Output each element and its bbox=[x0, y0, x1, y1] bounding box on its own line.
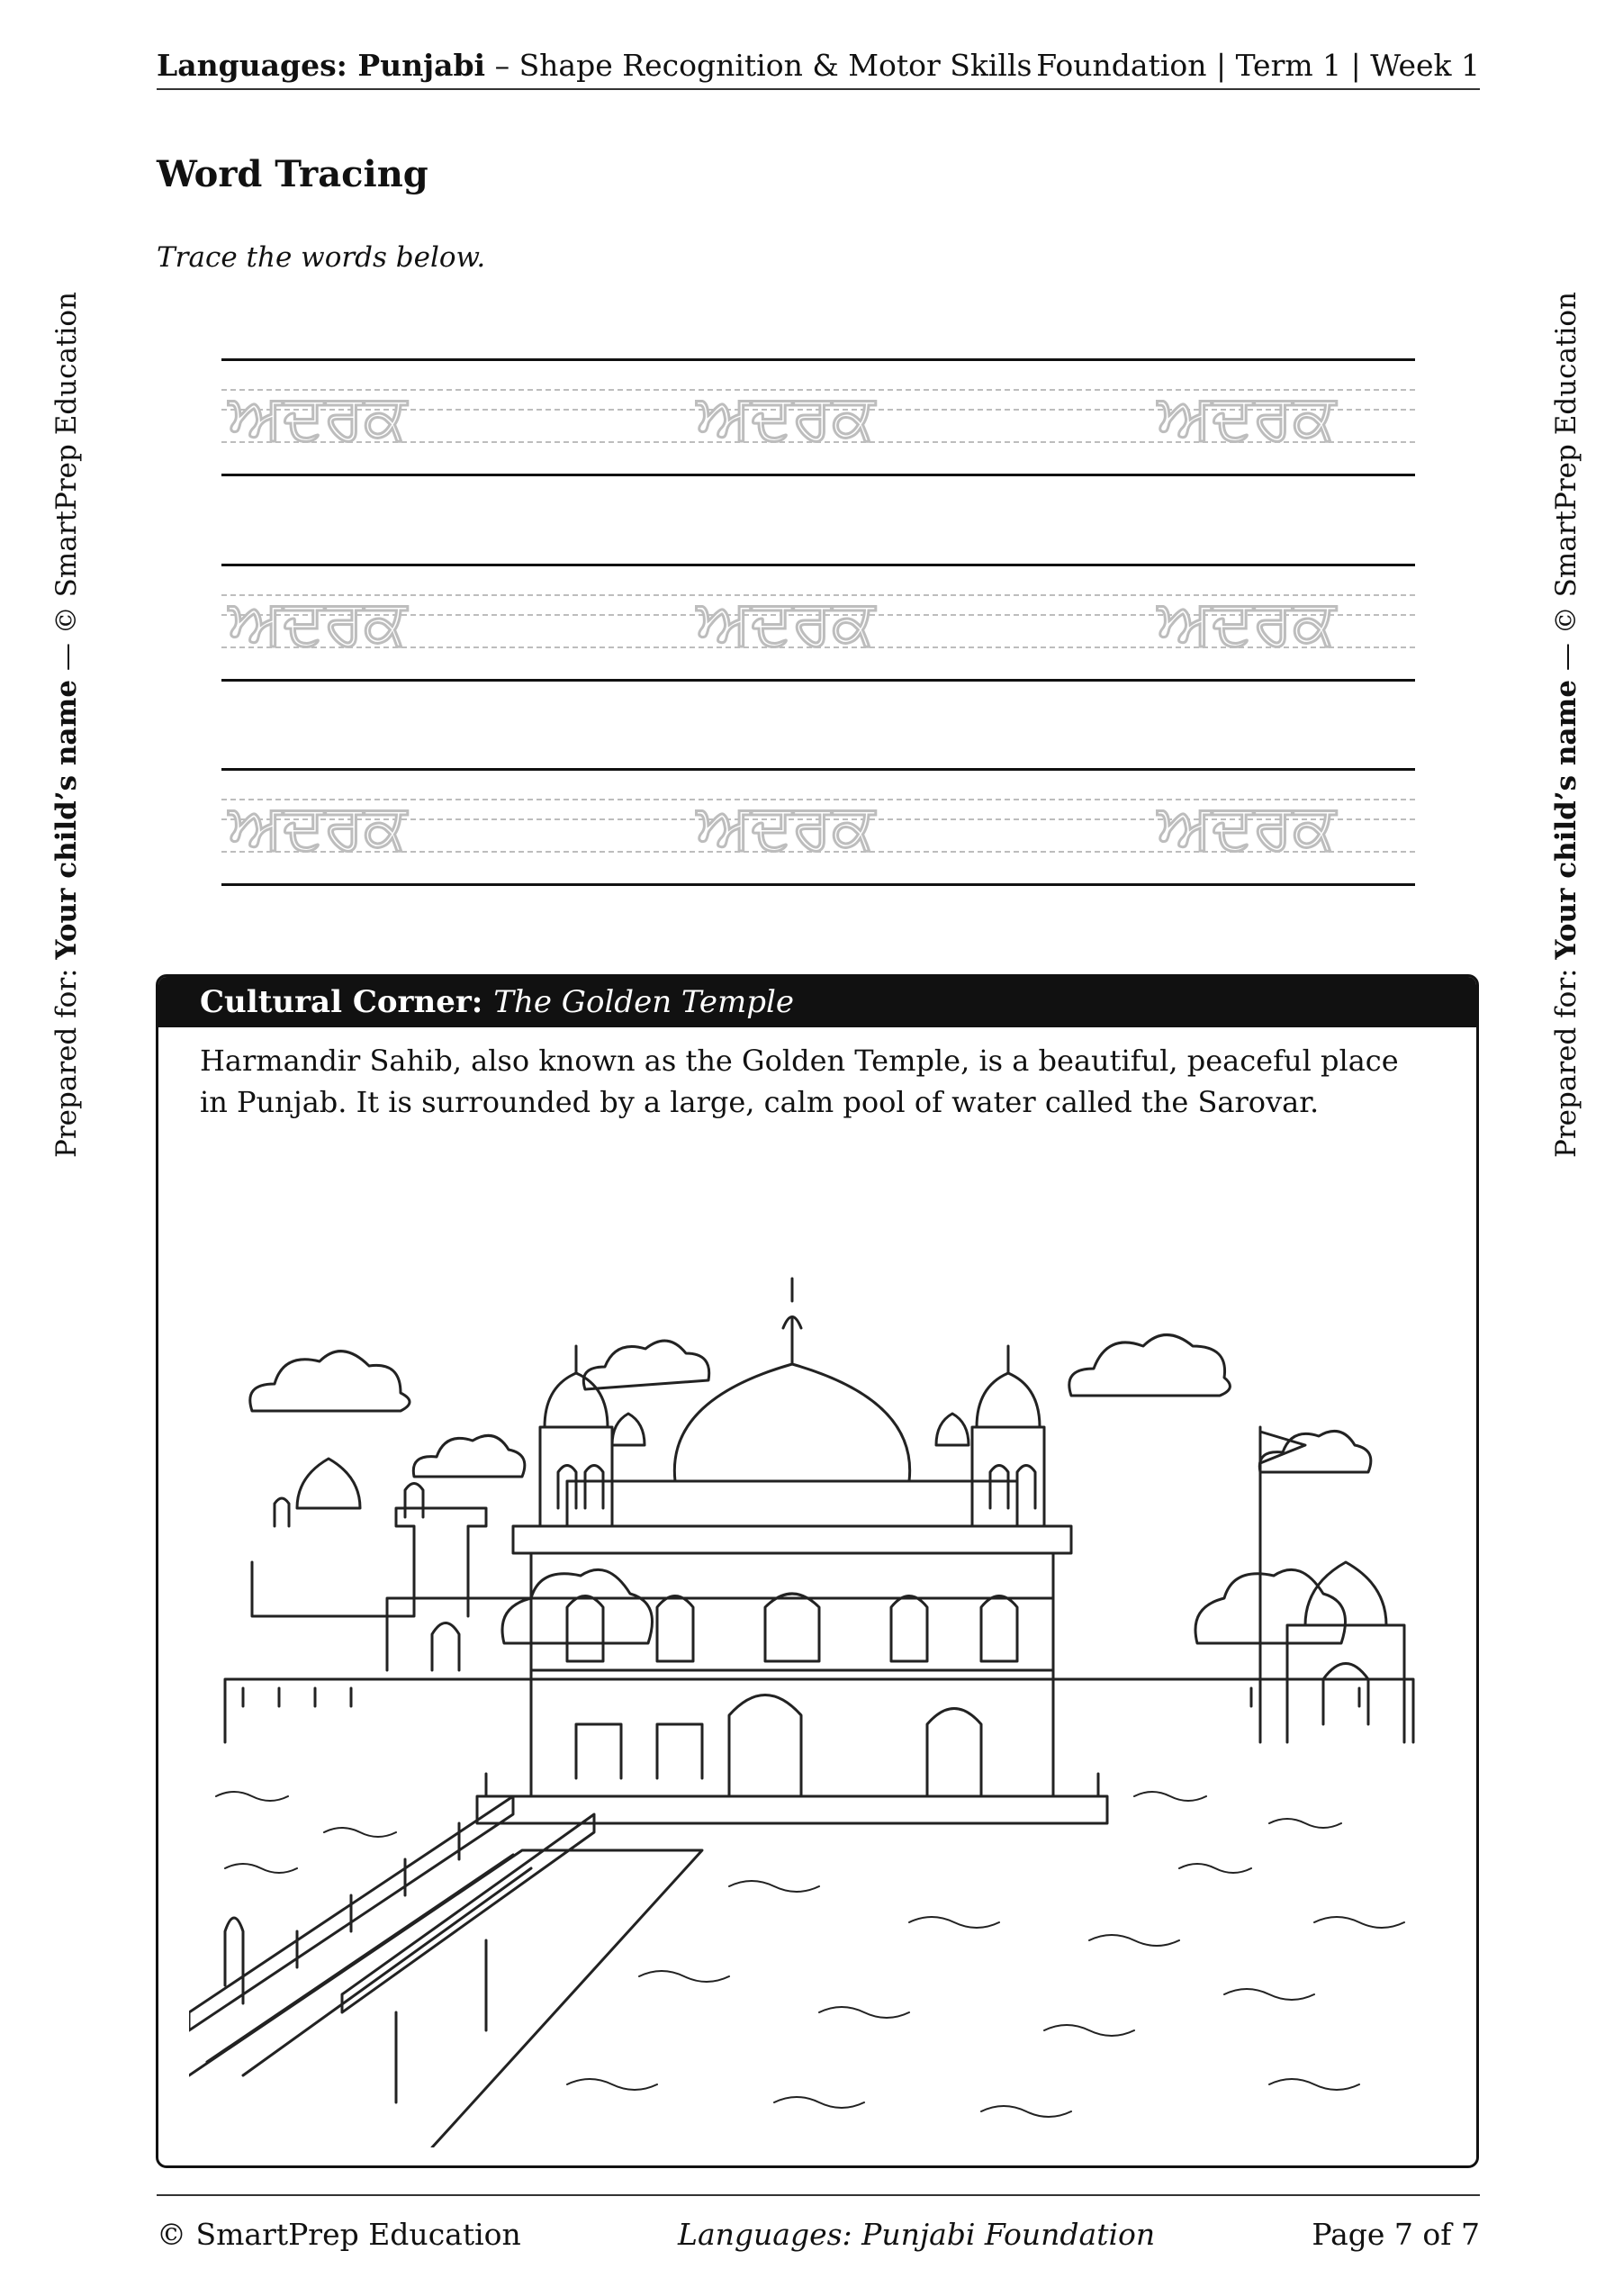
side-label-left: Prepared for: Your child’s name — © SmartPrep Education bbox=[50, 291, 83, 1159]
cultural-corner-box bbox=[156, 974, 1479, 2168]
tracing-word: ਅਦਰਕ bbox=[229, 585, 407, 659]
page-footer bbox=[157, 2194, 1480, 2252]
tracing-word: ਅਦਰਕ bbox=[1158, 585, 1336, 659]
header-subject: Languages: Punjabi – Shape Recognition & Motor Skills bbox=[157, 48, 1032, 83]
footer-course: Languages: Punjabi Foundation bbox=[678, 2217, 1156, 2252]
tracing-word: ਅਦਰਕ bbox=[229, 380, 407, 454]
tracing-row-1 bbox=[221, 358, 1415, 475]
tracing-word: ਅਦਰਕ bbox=[697, 380, 875, 454]
tracing-word: ਅਦਰਕ bbox=[229, 790, 407, 863]
cultural-corner-heading: Cultural Corner: The Golden Temple bbox=[158, 977, 1476, 1027]
tracing-row-2 bbox=[221, 564, 1415, 681]
side-label-right: Prepared for: Your child’s name — © SmartPrep Education bbox=[1550, 291, 1582, 1159]
header-level: Foundation | Term 1 | Week 1 bbox=[1036, 48, 1480, 83]
cultural-corner-text: Harmandir Sahib, also known as the Golden Temple, is a beautiful, peaceful place in Punjab. It is surrounded by a large, calm pool of water called the Sarovar. bbox=[200, 1044, 1399, 1119]
tracing-word: ਅਦਰਕ bbox=[1158, 380, 1336, 454]
section-title: Word Tracing bbox=[157, 153, 428, 195]
cloud-icon bbox=[250, 1351, 410, 1411]
footer-page-number: Page 7 of 7 bbox=[1312, 2217, 1480, 2252]
tracing-row-3 bbox=[221, 768, 1415, 885]
cloud-icon bbox=[413, 1435, 525, 1477]
section-instruction: Trace the words below. bbox=[157, 241, 486, 274]
footer-copyright: © SmartPrep Education bbox=[157, 2217, 521, 2252]
tracing-word: ਅਦਰਕ bbox=[697, 790, 875, 863]
cloud-icon bbox=[583, 1341, 708, 1389]
tracing-word: ਅਦਰਕ bbox=[1158, 790, 1336, 863]
tracing-word: ਅਦਰਕ bbox=[697, 585, 875, 659]
golden-temple-illustration bbox=[189, 1238, 1449, 2147]
cloud-icon bbox=[1069, 1335, 1231, 1397]
page-header bbox=[157, 43, 1480, 90]
